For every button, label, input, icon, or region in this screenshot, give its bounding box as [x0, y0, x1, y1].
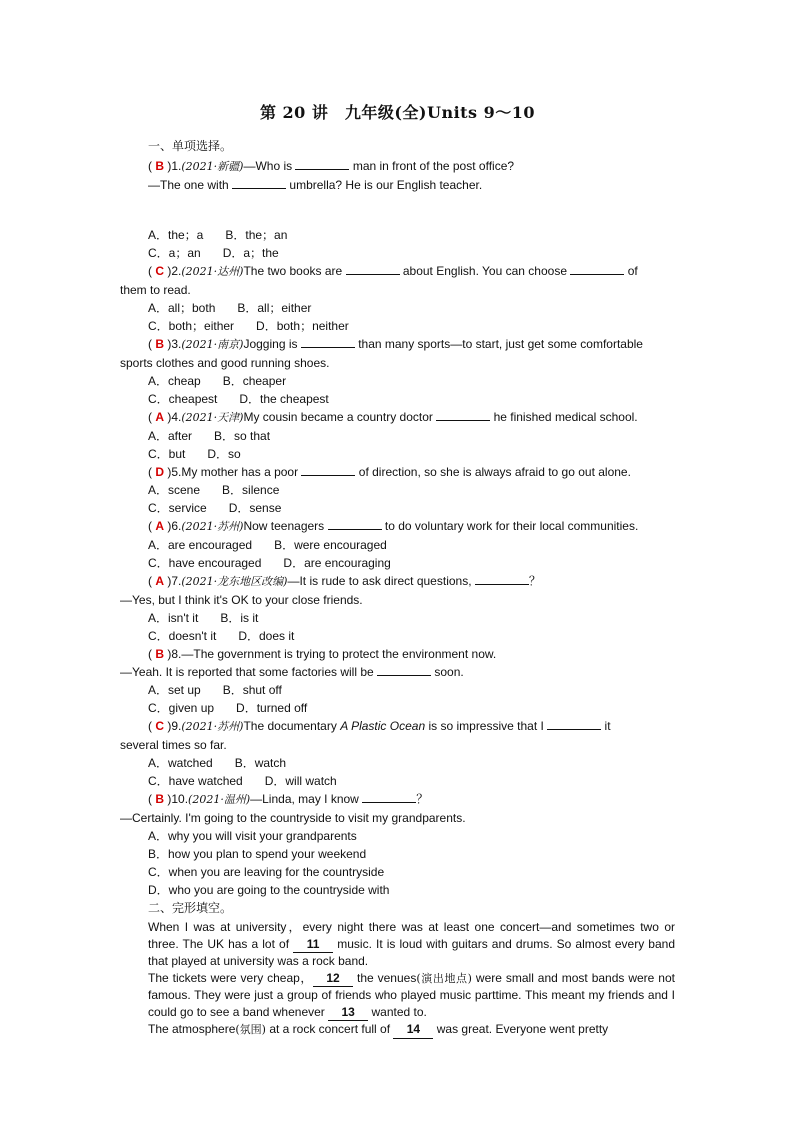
- option: C．have watched: [148, 774, 243, 788]
- option: B．shut off: [222, 683, 282, 697]
- option: C．cheapest: [148, 392, 218, 406]
- option: A．scene: [148, 483, 201, 497]
- option: D．who you are going to the countryside with: [148, 883, 390, 897]
- worksheet-page: [120, 100, 675, 1039]
- option: D．a；the: [222, 246, 279, 260]
- section-heading-choice: 一、单项选择。: [148, 139, 233, 153]
- option: B．were encouraged: [274, 538, 387, 552]
- answer-mark: D: [155, 465, 165, 479]
- option: C．a；an: [148, 246, 201, 260]
- option: B．all；either: [237, 301, 312, 315]
- option: B．how you plan to spend your weekend: [148, 847, 367, 861]
- option: A．cheap: [148, 374, 201, 388]
- answer-mark: A: [155, 519, 165, 533]
- question-10: ( B )10.(2021·温州)—Linda, may I know ？ —Certainly. I'm going to the countryside to visit my grandparents. A．why you will visit your grandparents B．how you plan to spend your weekend C．when you are leaving for the countryside D．who you are going to the countryside with: [120, 792, 466, 897]
- blank: [436, 409, 490, 421]
- blank: [475, 573, 529, 585]
- option: D．are encouraging: [283, 556, 391, 570]
- option: B．the；an: [225, 228, 288, 242]
- option: A．why you will visit your grandparents: [148, 829, 357, 843]
- option: C．both；either: [148, 319, 235, 333]
- option: B．silence: [222, 483, 280, 497]
- option: B．is it: [220, 611, 259, 625]
- option: D．turned off: [236, 701, 308, 715]
- cloze-blank: 13: [328, 1004, 368, 1022]
- question-8: ( B )8.—The government is trying to protect the environment now. —Yeah. It is reported that some factories will be soon. A．set up B．shut off C．given up D．turned off: [120, 647, 497, 715]
- answer-mark: C: [155, 719, 165, 733]
- option: D．sense: [228, 501, 282, 515]
- section-heading-cloze: 二、完形填空。: [148, 901, 233, 915]
- option: A．all；both: [148, 301, 216, 315]
- blank: [547, 718, 601, 730]
- option: B．so that: [214, 429, 271, 443]
- question-1: ( B )1.(2021·新疆)—Who is man in front of the post office? —The one with umbrella? He is our English teacher. A．the；a B．the；an C．a；an D．a；the: [148, 159, 515, 260]
- question-2: ( C )2.(2021·达州)The two books are about English. You can choose of them to read. A．all；both B．all；either C．both；either D．both；neither: [120, 264, 638, 333]
- blank: [295, 158, 349, 170]
- question-6: ( A )6.(2021·苏州)Now teenagers to do voluntary work for their local communities. A．are encouraged B．were encouraged C．have encouraged D．are encouraging: [148, 519, 639, 570]
- option: C．given up: [148, 701, 215, 715]
- option: A．the；a: [148, 228, 204, 242]
- answer-mark: A: [155, 574, 165, 588]
- answer-mark: B: [155, 647, 165, 661]
- blank: [346, 263, 400, 275]
- option: D．so: [207, 447, 241, 461]
- cloze-blank: 12: [313, 970, 353, 988]
- question-3: ( B )3.(2021·南京)Jogging is than many sports—to start, just get some comfortable sports clothes and good running shoes. A．cheap B．cheaper C．cheapest D．the cheapest: [120, 337, 643, 406]
- option: B．cheaper: [222, 374, 287, 388]
- option: C．when you are leaving for the countryside: [148, 865, 385, 879]
- question-7: ( A )7.(2021·龙东地区改编)—It is rude to ask direct questions, ？ —Yes, but I think it's OK to your close friends. A．isn't it B．is it C．doesn't it D．does it: [120, 574, 541, 643]
- option: C．doesn't it: [148, 629, 217, 643]
- cloze-blank: 14: [393, 1021, 433, 1039]
- answer-mark: B: [155, 337, 165, 351]
- option: A．after: [148, 429, 193, 443]
- question-5: ( D )5.My mother has a poor of direction, so she is always afraid to go out alone. A．scene B．silence C．service D．sense: [148, 465, 631, 515]
- option: C．have encouraged: [148, 556, 262, 570]
- question-9: ( C )9.(2021·苏州)The documentary A Plastic Ocean is so impressive that I it several times so far. A．watched B．watch C．have watched D．will watch: [120, 719, 611, 788]
- answer-mark: B: [155, 792, 165, 806]
- answer-mark: B: [155, 159, 165, 173]
- option: A．set up: [148, 683, 201, 697]
- option: B．watch: [234, 756, 287, 770]
- option: A．are encouraged: [148, 538, 253, 552]
- option: A．watched: [148, 756, 213, 770]
- blank: [232, 177, 286, 189]
- blank: [570, 263, 624, 275]
- blank: [362, 791, 416, 803]
- question-4: ( A )4.(2021·天津)My cousin became a country doctor he finished medical school. A．after B．so that C．but D．so: [148, 410, 638, 461]
- cloze-passage: When I was at university，every night there was at least one concert—and sometimes two or three. The UK has a lot of 11 music. It is loud with guitars and drums. So almost every band that played at university was a rock band. The tickets were very cheap， 12 the venues(演出地点) were small and most bands were not famous. They were just a group of friends who played music parttime. This meant my friends and I could go to see a band whenever 13 wanted to. The atmosphere(氛围) at a rock concert full of 14 was great. Everyone went pretty: [120, 919, 675, 1039]
- cloze-blank: 11: [293, 936, 333, 954]
- option: D．the cheapest: [239, 392, 329, 406]
- option: D．does it: [238, 629, 295, 643]
- blank: [301, 464, 355, 476]
- option: D．both；neither: [256, 319, 349, 333]
- option: D．will watch: [264, 774, 337, 788]
- blank: [328, 518, 382, 530]
- answer-mark: A: [155, 410, 165, 424]
- blank: [377, 664, 431, 676]
- blank: [301, 336, 355, 348]
- option: C．service: [148, 501, 207, 515]
- option: A．isn't it: [148, 611, 199, 625]
- answer-mark: C: [155, 264, 165, 278]
- page-title: 第 20 讲 九年级(全)Units 9～10: [259, 103, 536, 122]
- option: C．but: [148, 447, 186, 461]
